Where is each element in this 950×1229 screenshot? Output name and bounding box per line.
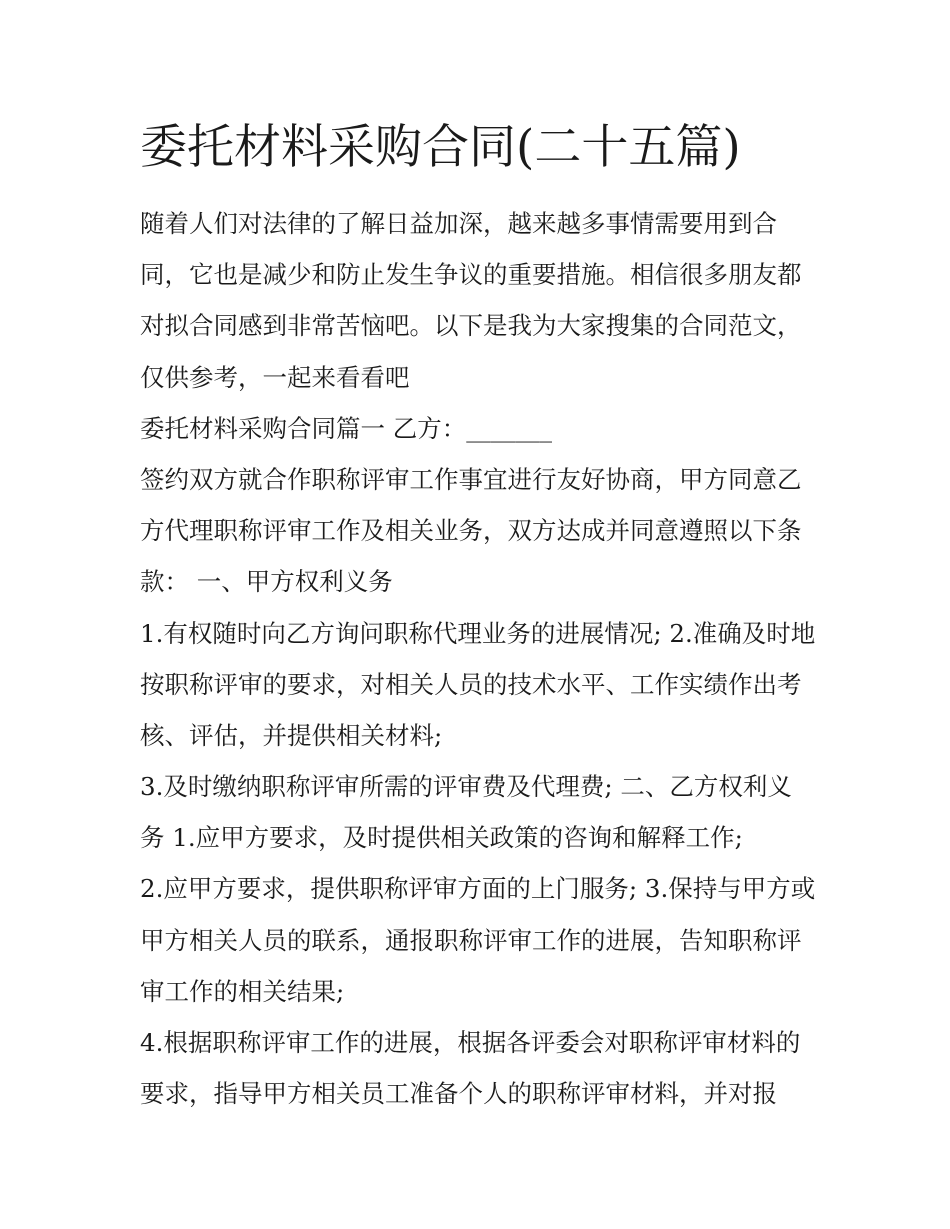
body-line: 务 1.应甲方要求，及时提供相关政策的咨询和解释工作; <box>140 823 743 853</box>
section-heading-line: 委托材料采购合同篇一 乙方：_______ <box>140 413 553 443</box>
body-line: 要求，指导甲方相关员工准备个人的职称评审材料，并对报 <box>140 1079 777 1109</box>
body-line: 2.应甲方要求，提供职称评审方面的上门服务; 3.保持与甲方或 <box>140 874 816 904</box>
document-title: 委托材料采购合同(二十五篇) <box>140 120 741 175</box>
body-line: 3.及时缴纳职称评审所需的评审费及代理费; 二、乙方权利义 <box>140 772 792 802</box>
body-line: 4.根据职称评审工作的进展，根据各评委会对职称评审材料的 <box>140 1028 801 1057</box>
body-line: 甲方相关人员的联系，通报职称评审工作的进展，告知职称评 <box>140 925 802 955</box>
body-line: 同，它也是减少和防止发生争议的重要措施。相信很多朋友都 <box>140 260 802 290</box>
body-line: 按职称评审的要求，对相关人员的技术水平、工作实绩作出考 <box>140 669 802 699</box>
body-line: 核、评估，并提供相关材料; <box>140 720 443 750</box>
body-line: 1.有权随时向乙方询问职称代理业务的进展情况; 2.准确及时地 <box>140 618 816 648</box>
body-line: 对拟合同感到非常苦恼吧。以下是我为大家搜集的合同范文， <box>140 311 802 341</box>
body-line: 方代理职称评审工作及相关业务，双方达成并同意遵照以下条 <box>140 516 802 546</box>
body-line: 随着人们对法律的了解日益加深，越来越多事情需要用到合 <box>140 209 777 238</box>
document-body <box>140 202 820 1123</box>
body-line: 签约双方就合作职称评审工作事宜进行友好协商，甲方同意乙 <box>140 464 802 494</box>
body-line: 审工作的相关结果; <box>140 976 345 1006</box>
body-line: 仅供参考，一起来看看吧 <box>140 362 410 392</box>
body-line: 款： 一、甲方权利义务 <box>140 567 393 597</box>
